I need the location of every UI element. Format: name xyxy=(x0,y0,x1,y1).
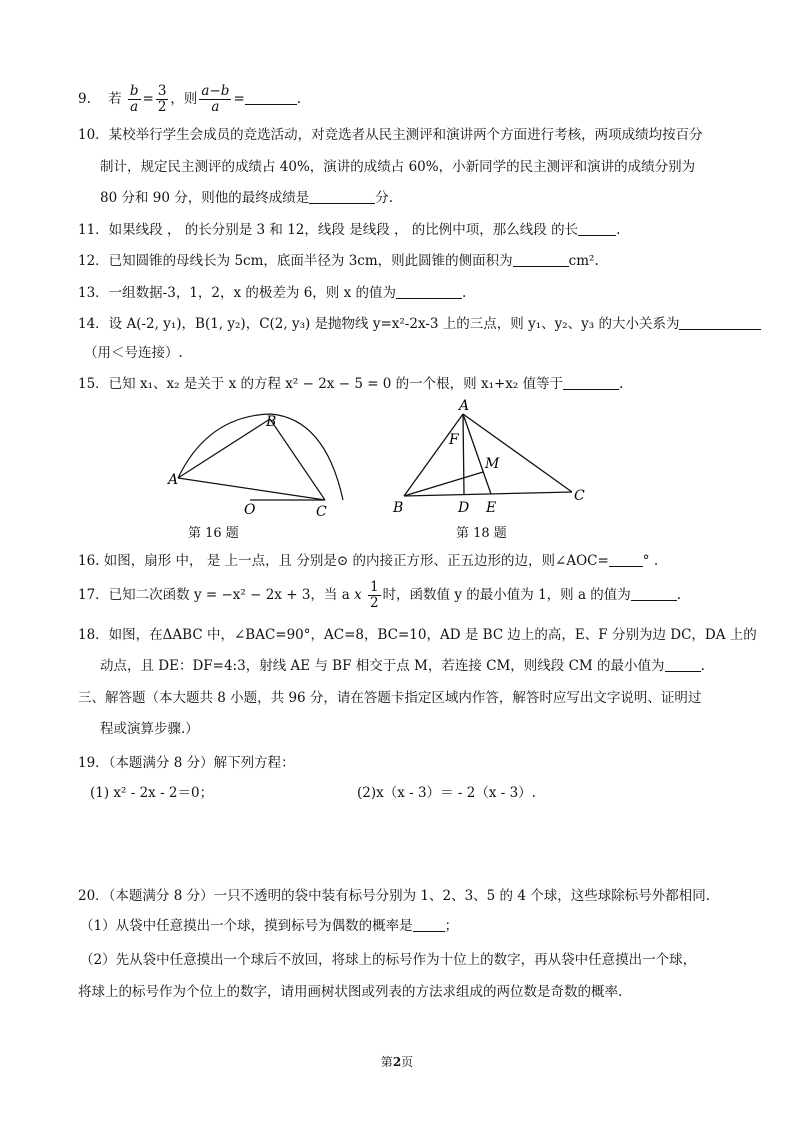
question-10-line-2: 制计，规定民主测评的成绩占 40%，演讲的成绩占 60%，小新同学的民主测评和演讲的成绩分别为 xyxy=(100,159,696,175)
label-B: B xyxy=(393,500,404,516)
figure-16-sector-diagram xyxy=(160,408,360,518)
answer-blank[interactable] xyxy=(631,586,677,601)
label-A: A xyxy=(168,472,179,488)
fraction-b-over-a: $\frac{b}{a}$ xyxy=(129,83,139,115)
question-16: 16. 如图，扇形 中， 是 上一点，且 分别是⊙ 的内接正方形、正五边形的边，则∠AOC= ° . xyxy=(78,553,659,569)
label-M: M xyxy=(485,456,500,472)
page-number: 第2页 xyxy=(380,1055,414,1069)
segment-AD xyxy=(463,414,464,495)
question-15: 15．已知 x₁、x₂ 是关于 x 的方程 x² − 2x − 5 = 0 的一个根，则 x₁+x₂ 值等于 . xyxy=(78,376,624,392)
label-E: E xyxy=(486,500,497,516)
label-D: D xyxy=(458,500,470,516)
segment-AB xyxy=(404,414,463,496)
fraction-3-over-2: $\frac{3}{2}$ xyxy=(157,83,167,115)
section-3-heading-line-2: 程或演算步骤.） xyxy=(100,721,199,737)
question-19-part-2: (2)x（x - 3）＝ - 2（x - 3）. xyxy=(357,785,536,801)
question-text: 若 xyxy=(108,91,122,107)
answer-blank[interactable] xyxy=(396,284,462,299)
segment-AB xyxy=(178,419,270,478)
label-O: O xyxy=(244,502,256,518)
answer-blank[interactable] xyxy=(513,252,569,267)
fraction-a-minus-b-over-a: $\frac{a-b}{a}$ xyxy=(201,83,230,115)
section-3-heading-line-1: 三、解答题（本大题共 8 小题，共 96 分，请在答题卡指定区域内作答，解答时应写出文字说明、证明过 xyxy=(78,690,702,706)
segment-AE xyxy=(463,414,491,494)
figure-18-triangle-diagram xyxy=(388,396,598,520)
question-19-part-1: (1) x² - 2x - 2＝0； xyxy=(90,785,214,801)
question-number: 9. xyxy=(78,91,91,107)
question-19-heading: 19．（本题满分 8 分）解下列方程： xyxy=(78,755,295,771)
figure-18-caption: 第 18 题 xyxy=(456,526,507,541)
question-12: 12．已知圆锥的母线长为 5cm，底面半径为 3cm，则此圆锥的侧面积为 cm². xyxy=(78,253,599,269)
segment-BM xyxy=(404,472,483,496)
question-20-part-2-line-1: （2）先从袋中任意摸出一个球后不放回，将球上的标号作为十位上的数字，再从袋中任意摸出一个球， xyxy=(80,952,697,968)
segment-AC xyxy=(178,478,325,500)
fraction-1-over-2: $\frac{1}{2}$ xyxy=(369,579,379,611)
question-20-heading: 20．（本题满分 8 分）一只不透明的袋中装有标号分别为 1、2、3、5 的 4 个球，这些球除标号外都相同. xyxy=(78,888,711,904)
segment-AC xyxy=(463,414,572,492)
segment-BC xyxy=(404,492,572,496)
question-17: 17．已知二次函数 y = −x² − 2x + 3，当 a x $\frac{1}{2}$ 时，函数值 y 的最小值为 1，则 a 的值为 . xyxy=(78,579,682,611)
question-14-line-2: （用＜号连接）. xyxy=(84,345,183,361)
question-18-line-2: 动点，且 DE：DF=4:3，射线 AE 与 BF 相交于点 M，若连接 CM，则线段 CM 的最小值为 . xyxy=(100,658,705,674)
answer-blank[interactable] xyxy=(245,90,297,105)
question-20-part-2-line-2: 将球上的标号作为个位上的数字，请用画树状图或列表的方法求组成的两位数是奇数的概率. xyxy=(78,984,623,1000)
answer-blank[interactable] xyxy=(309,189,375,204)
label-F: F xyxy=(449,432,459,448)
question-9: 9. 若 $\frac{b}{a}$ = $\frac{3}{2}$ ，则 $\frac{a-b}{a}$ = . xyxy=(78,83,302,115)
answer-blank[interactable] xyxy=(665,657,701,672)
answer-blank[interactable] xyxy=(578,221,616,236)
question-18-line-1: 18．如图，在ΔABC 中，∠BAC=90°，AC=8，BC=10，AD 是 BC 边上的高，E、F 分别为边 DC，DA 上的 xyxy=(78,627,757,643)
question-10-line-3: 80 分和 90 分，则他的最终成绩是 分. xyxy=(100,190,394,206)
label-C: C xyxy=(316,504,327,518)
figure-16-caption: 第 16 题 xyxy=(188,526,239,541)
question-14-line-1: 14．设 A(-2, y₁)，B(1, y₂)，C(2, y₃) 是抛物线 y=x²-2x-3 上的三点，则 y₁、y₂、y₃ 的大小关系为 xyxy=(78,314,761,334)
segment-BC xyxy=(270,419,325,500)
question-10-line-1: 10．某校举行学生会成员的竞选活动，对竞选者从民主测评和演讲两个方面进行考核，两项成绩均按百分 xyxy=(78,127,703,143)
answer-blank[interactable] xyxy=(413,917,445,932)
answer-blank[interactable] xyxy=(563,375,619,390)
label-C: C xyxy=(574,488,585,504)
question-13: 13．一组数据-3，1，2，x 的极差为 6，则 x 的值为 . xyxy=(78,285,467,301)
question-11: 11．如果线段 ， 的长分别是 3 和 12，线段 是线段 ， 的比例中项，那么线段 的长 . xyxy=(78,222,621,238)
sector-arc xyxy=(178,414,343,500)
question-20-part-1: （1）从袋中任意摸出一个球，摸到标号为偶数的概率是 ； xyxy=(80,918,459,934)
label-A: A xyxy=(459,398,470,414)
answer-blank[interactable] xyxy=(609,552,643,567)
label-B: B xyxy=(266,414,277,430)
answer-blank[interactable] xyxy=(679,315,761,330)
